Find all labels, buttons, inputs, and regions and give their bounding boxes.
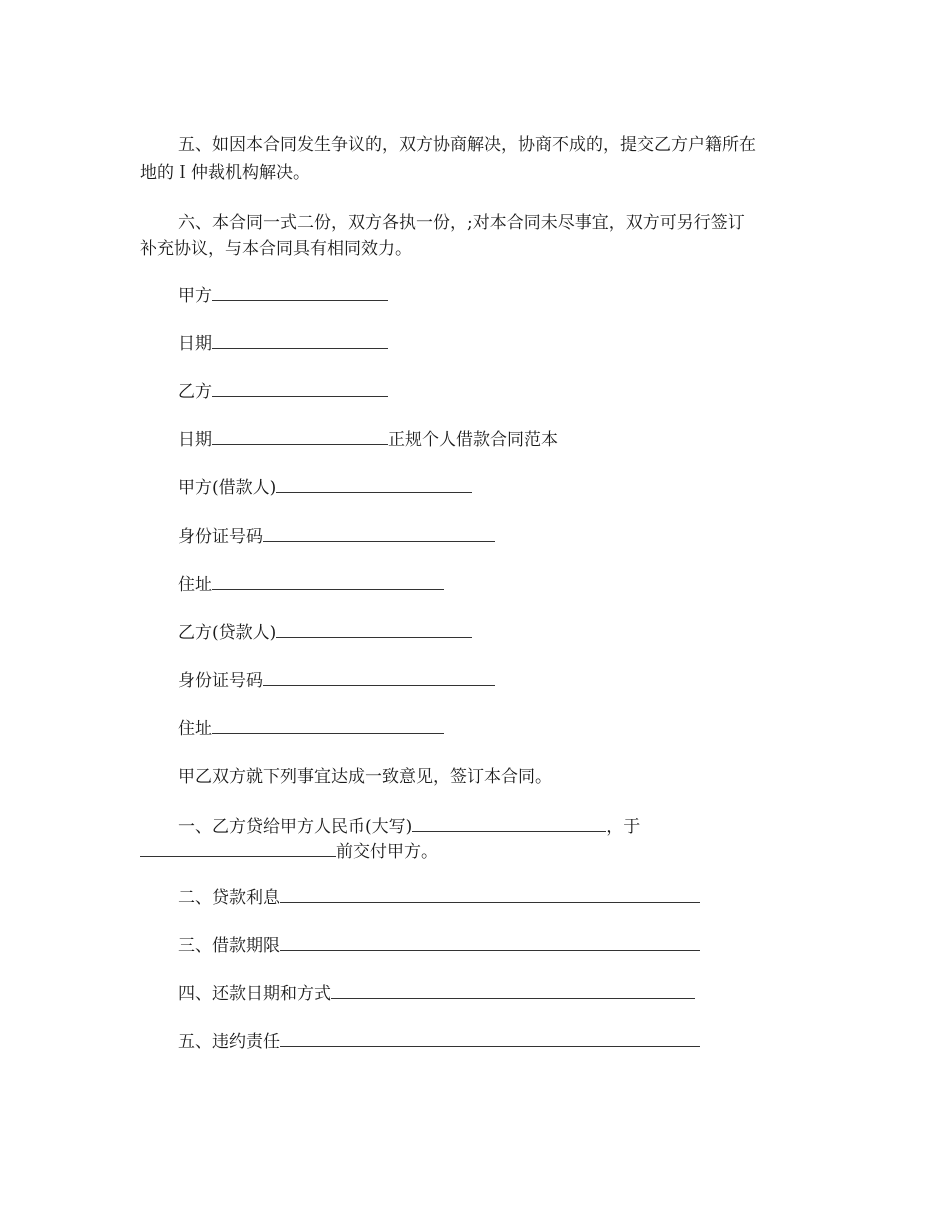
blank-line (212, 378, 388, 397)
sign-party-b: 乙方 (178, 378, 388, 407)
template-title: 正规个人借款合同范本 (388, 430, 558, 450)
item-1-line-1: 一、乙方贷给甲方人民币(大写) ，于 (178, 813, 640, 842)
blank-line (212, 715, 444, 734)
sign-date-1: 日期 (178, 330, 388, 359)
clause-5-line-1: 五、如因本合同发生争议的，双方协商解决，协商不成的，提交乙方户籍所在 (178, 135, 756, 155)
blank-line (280, 1028, 700, 1047)
clause-6-line-2: 补充协议，与本合同具有相同效力。 (140, 239, 412, 259)
blank-line (412, 813, 606, 832)
borrower-field: 甲方(借款人) (178, 474, 472, 503)
blank-line (331, 980, 695, 999)
item-2: 二、贷款利息 (178, 884, 700, 913)
blank-line (280, 884, 700, 903)
blank-line (280, 932, 700, 951)
sign-party-a: 甲方 (178, 282, 388, 311)
lender-address-field: 住址 (178, 715, 444, 744)
item-3: 三、借款期限 (178, 932, 700, 961)
item-5: 五、违约责任 (178, 1028, 700, 1057)
borrower-id-field: 身份证号码 (178, 523, 495, 552)
blank-line (212, 426, 388, 445)
lender-field: 乙方(贷款人) (178, 619, 472, 648)
blank-line (276, 619, 472, 638)
blank-line (140, 838, 336, 857)
borrower-address-field: 住址 (178, 571, 444, 600)
blank-line (212, 330, 388, 349)
clause-6-line-1: 六、本合同一式二份，双方各执一份，;对本合同未尽事宜，双方可另行签订 (178, 213, 745, 233)
blank-line (212, 282, 388, 301)
blank-line (212, 571, 444, 590)
agreement-intro: 甲乙双方就下列事宜达成一致意见，签订本合同。 (178, 767, 552, 787)
item-4: 四、还款日期和方式 (178, 980, 695, 1009)
blank-line (276, 474, 472, 493)
sign-date-2: 日期 正规个人借款合同范本 (178, 426, 558, 455)
blank-line (263, 523, 495, 542)
blank-line (263, 667, 495, 686)
item-1-line-2: 前交付甲方。 (140, 838, 438, 867)
lender-id-field: 身份证号码 (178, 667, 495, 696)
clause-5-line-2: 地的Ｉ仲裁机构解决。 (140, 163, 310, 183)
